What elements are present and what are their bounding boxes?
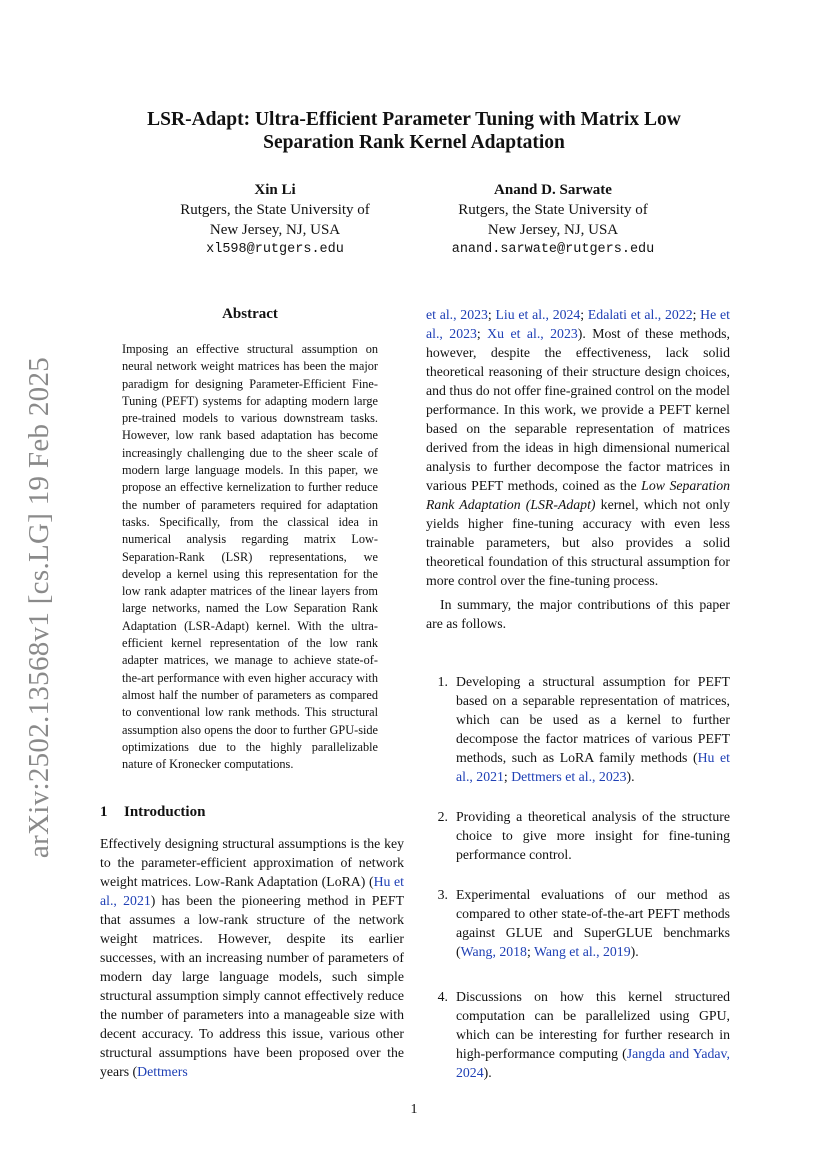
paragraph-text: ). Most of these methods, however, despite the effectiveness, lack solid theoretical reasoning of their structure design choices, and thus do not offer fine-grained control on the model performance. In this work, we provide a PEFT kernel based on the separable representation of matrices derived from the ideas in high dimensional numerical analysis to further decompose the factor matrices in various PEFT methods, coined as the [426, 326, 730, 493]
introduction-paragraph-continued: et al., 2023; Liu et al., 2024; Edalati et al., 2022; He et al., 2023; Xu et al., 2023). Most of these methods, however, despite the effectiveness, lack solid theoretical reasoning of their structure design choices, and thus do not offer fine-grained control on the model performance. In this work, we provide a PEFT kernel based on the separable representation of matrices derived from the ideas in high dimensional numerical analysis to further decompose the factor matrices in various PEFT methods, coined as the Low Separation Rank Adaptation (LSR-Adapt) kernel, which not only yields higher fine-tuning accuracy with even less trainable parameters, but also provides a solid theoretical foundation of this structural assumption for more control over the fine-tuning process. [426, 307, 731, 588]
page-number: 1 [410, 1102, 418, 1117]
citation-link[interactable]: Dettmers [137, 1064, 188, 1079]
list-item: 3. Experimental evaluations of our method as compared to other state-of-the-art PEFT methods against GLUE and SuperGLUE benchmarks (Wang, 2018; Wang et al., 2019). [426, 885, 730, 961]
citation-link[interactable]: et al., 2023 [426, 307, 488, 322]
citation-link[interactable]: Liu et al., 2024 [495, 307, 581, 322]
author-affiliation-line: Rutgers, the State University of [458, 202, 648, 218]
list-item-number: 1. [437, 674, 448, 689]
paper-title: LSR-Adapt: Ultra-Efficient Parameter Tuning with Matrix Low Separation Rank Kernel Adaptation [147, 109, 681, 153]
emphasized-term: Low Separation Rank Adaptation (LSR-Adapt) [426, 478, 731, 512]
author-name: Xin Li [254, 182, 296, 198]
paragraph-text: ) has been the pioneering method in PEFT that assumes a low-rank structure of the network weight matrices. However, despite its earlier successes, with an increasing number of parameters of modern day large language models, such simple structural assumption simply cannot effectively reduce the number of parameters into a manageable size with decent accuracy. To address this issue, various other structural assumptions have been proposed over the years ( [100, 893, 404, 1079]
contributions-intro-paragraph: In summary, the major contributions of this paper are as follows. [426, 597, 730, 631]
list-item-number: 2. [437, 809, 448, 824]
citation-link[interactable]: He et al., 2023 [426, 307, 730, 341]
list-item-text: ). [630, 944, 639, 959]
paragraph-text: kernel, which not only yields higher fine-tuning accuracy with even less trainable parameters, but also provides a solid theoretical foundation of this structural assumption for more control over the fine-tuning process. [426, 497, 730, 588]
right-column [426, 305, 731, 1080]
list-item-number: 3. [437, 887, 448, 902]
citation-link[interactable]: Jangda and Yadav, 2024 [456, 1046, 730, 1080]
author-block-1 [160, 180, 390, 260]
citation-link[interactable]: Edalati et al., 2022 [587, 307, 693, 322]
list-item-text: Discussions on how this kernel structured computation can be parallelized using GPU, which can be interesting for further research in high-performance computing ( [456, 989, 730, 1061]
section-number: 1 [100, 804, 108, 820]
citation-link[interactable]: Dettmers et al., 2023 [511, 769, 627, 784]
citation-link[interactable]: Hu et al., 2021 [456, 750, 730, 784]
abstract-text: Imposing an effective structural assumption on neural network weight matrices has been the major paradigm for designing Parameter-Efficient Fine-Tuning (PEFT) systems for adapting modern large pre-trained models to various downstream tasks. However, low rank based adaptation has become increasingly challenging due to the sheer scale of modern large language models. In this paper, we propose an effective kernelization to further reduce the number of parameters required for adaptation tasks. Specifically, from the classical idea in numerical analysis regarding matrix Low-Separation-Rank (LSR) representations, we develop a kernel using this representation for the low rank adapter matrices of the linear layers from large networks, named the Low Separation Rank Adaptation (LSR-Adapt) kernel. With the ultra-efficient kernel representation of the low rank adapter matrices, we manage to achieve state-of-the-art performance with even higher accuracy with almost half the number of parameters as compared to conventional low rank methods. This structural assumption also opens the door to further GPU-side optimizations due to the highly parallelizable nature of Kronecker computations. [122, 342, 378, 772]
abstract-heading: Abstract [222, 306, 278, 322]
citation-link[interactable]: Wang, 2018 [460, 944, 527, 959]
section-title: Introduction [124, 804, 206, 820]
citation-link[interactable]: Hu et al., 2021 [100, 874, 404, 908]
section-heading-introduction [100, 804, 205, 821]
list-item-text: Providing a theoretical analysis of the structure choice to give more insight for fine-tuning performance control. [456, 809, 730, 862]
author-affiliation-line: New Jersey, NJ, USA [487, 222, 619, 238]
author-name: Anand D. Sarwate [494, 182, 612, 198]
author-email[interactable]: xl598@rutgers.edu [206, 242, 344, 257]
list-item [426, 807, 730, 864]
paragraph-text: Effectively designing structural assumptions is the key to the parameter-efficient approximation of network weight matrices. Low-Rank Adaptation (LoRA) ( [100, 836, 404, 889]
citation-link[interactable]: Xu et al., 2023 [487, 326, 578, 341]
list-item [426, 987, 730, 1082]
author-affiliation-line: Rutgers, the State University of [180, 202, 370, 218]
arxiv-identifier-stamp [22, 356, 58, 859]
list-item: 1. Developing a structural assumption for PEFT based on a separable representation of matrices, which can be used as a kernel to further decompose the factor matrices of various PEFT methods, such as LoRA family methods (Hu et al., 2021; Dettmers et al., 2023). [426, 672, 730, 786]
arxiv-identifier-text: arXiv:2502.13568v1 [cs.LG] 19 Feb 2025 [23, 356, 56, 859]
author-email[interactable]: anand.sarwate@rutgers.edu [451, 242, 655, 257]
introduction-paragraph [100, 834, 404, 1081]
author-block-2 [438, 180, 668, 260]
author-affiliation-line: New Jersey, NJ, USA [209, 222, 341, 238]
citation-link[interactable]: Wang et al., 2019 [534, 944, 631, 959]
list-item-text: ). [626, 769, 635, 784]
list-item-text: Developing a structural assumption for PEFT based on a separable representation of matrices, which can be used as a kernel to further decompose the factor matrices of various PEFT methods, such as LoRA family methods ( [456, 674, 730, 765]
list-item-text: ). [483, 1065, 492, 1080]
list-item-text: Experimental evaluations of our method as compared to other state-of-the-art PEFT methods against GLUE and SuperGLUE benchmarks ( [456, 887, 730, 959]
list-item-number: 4. [437, 989, 448, 1004]
